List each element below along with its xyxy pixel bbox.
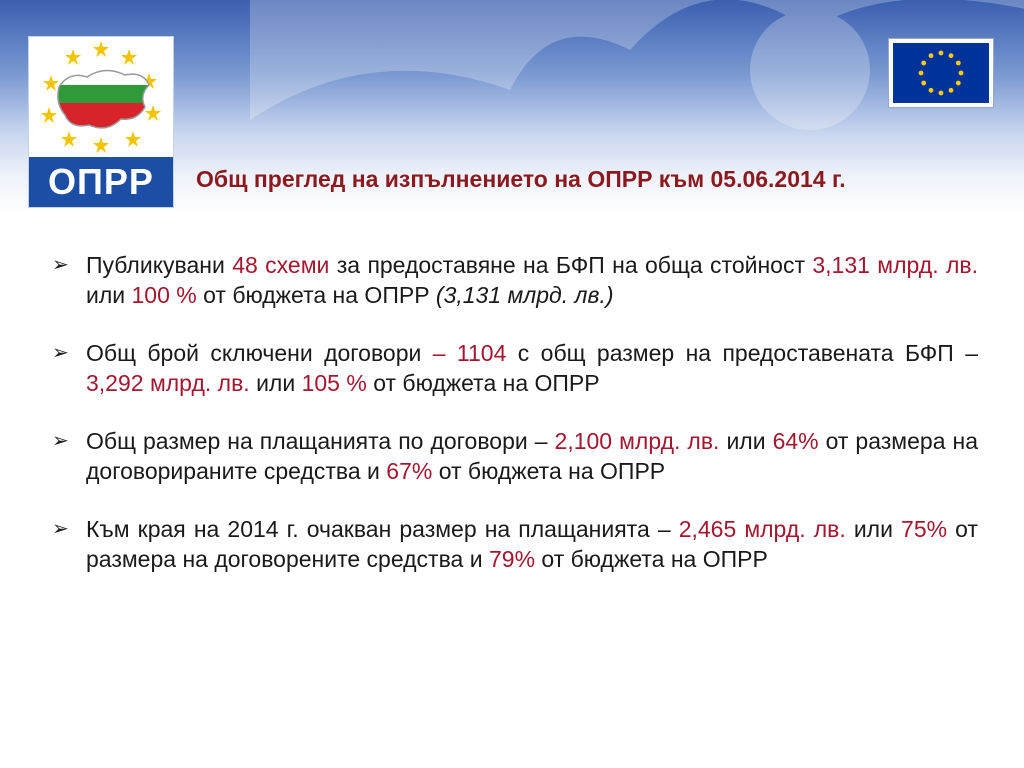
bullet-text: от размера на договорените средства и [86,516,978,572]
arrow-bullet-icon: ➢ [52,254,69,276]
bullet-highlight: 2,100 млрд. лв. [554,428,720,454]
bullet-highlight: – 1104 [432,340,507,366]
eu-flag [888,38,994,108]
bullet-italic-note: (3,131 млрд. лв.) [435,282,614,308]
bullet-highlight: 105 % [301,370,367,396]
bullet-highlight: 3,131 млрд. лв. [812,252,978,278]
page-title: Общ преглед на изпълнението на ОПРР към 05.06.2014 г. [196,166,846,192]
bullet-text: от бюджета на ОПРР [535,546,768,572]
oprr-logo [28,36,174,208]
bullet-text: от бюджета на ОПРР [432,458,666,484]
bullet-text: или [86,282,132,308]
oprr-logo-text: ОПРР [29,157,173,207]
bullet-text: от размера на договорираните средства и [86,428,978,484]
arrow-bullet-icon: ➢ [52,518,69,540]
bullet-item-4 [52,514,978,574]
bullet-text: с общ размер на предоставената БФП – [506,340,978,366]
bullet-highlight: 2,465 млрд. лв. [678,516,846,542]
arrow-bullet-icon: ➢ [52,430,69,452]
bullet-highlight: 100 % [131,282,197,308]
bullet-text: Към края на 2014 г. очакван размер на плащанията – [86,516,679,542]
arrow-bullet-icon: ➢ [52,342,69,364]
bullet-highlight: 75% [901,516,948,542]
bullet-item-1 [52,250,978,310]
bullet-highlight: 67% [386,458,433,484]
bullet-item-3 [52,426,978,486]
bullet-highlight: 3,292 млрд. лв. [86,370,250,396]
bullet-highlight: 48 схеми [232,252,330,278]
bullet-text: Публикувани [86,252,233,278]
bullet-highlight: 64% [772,428,819,454]
bullet-text: за предоставяне на БФП на обща стойност [329,252,813,278]
bullet-text: или [719,428,773,454]
bullet-text: Общ размер на плащанията по договори – [86,428,555,454]
bulgaria-map-icon [29,37,173,157]
bullet-text: или [249,370,302,396]
bullet-item-2 [52,338,978,398]
eu-flag-icon [893,43,989,103]
bullet-text: Общ брой сключени договори [86,340,433,366]
bullet-highlight: 79% [488,546,536,572]
bullet-text: от бюджета на ОПРР [196,282,436,308]
bullet-list [52,250,978,602]
bullet-text: от бюджета на ОПРР [366,370,600,396]
bullet-text: или [845,516,902,542]
